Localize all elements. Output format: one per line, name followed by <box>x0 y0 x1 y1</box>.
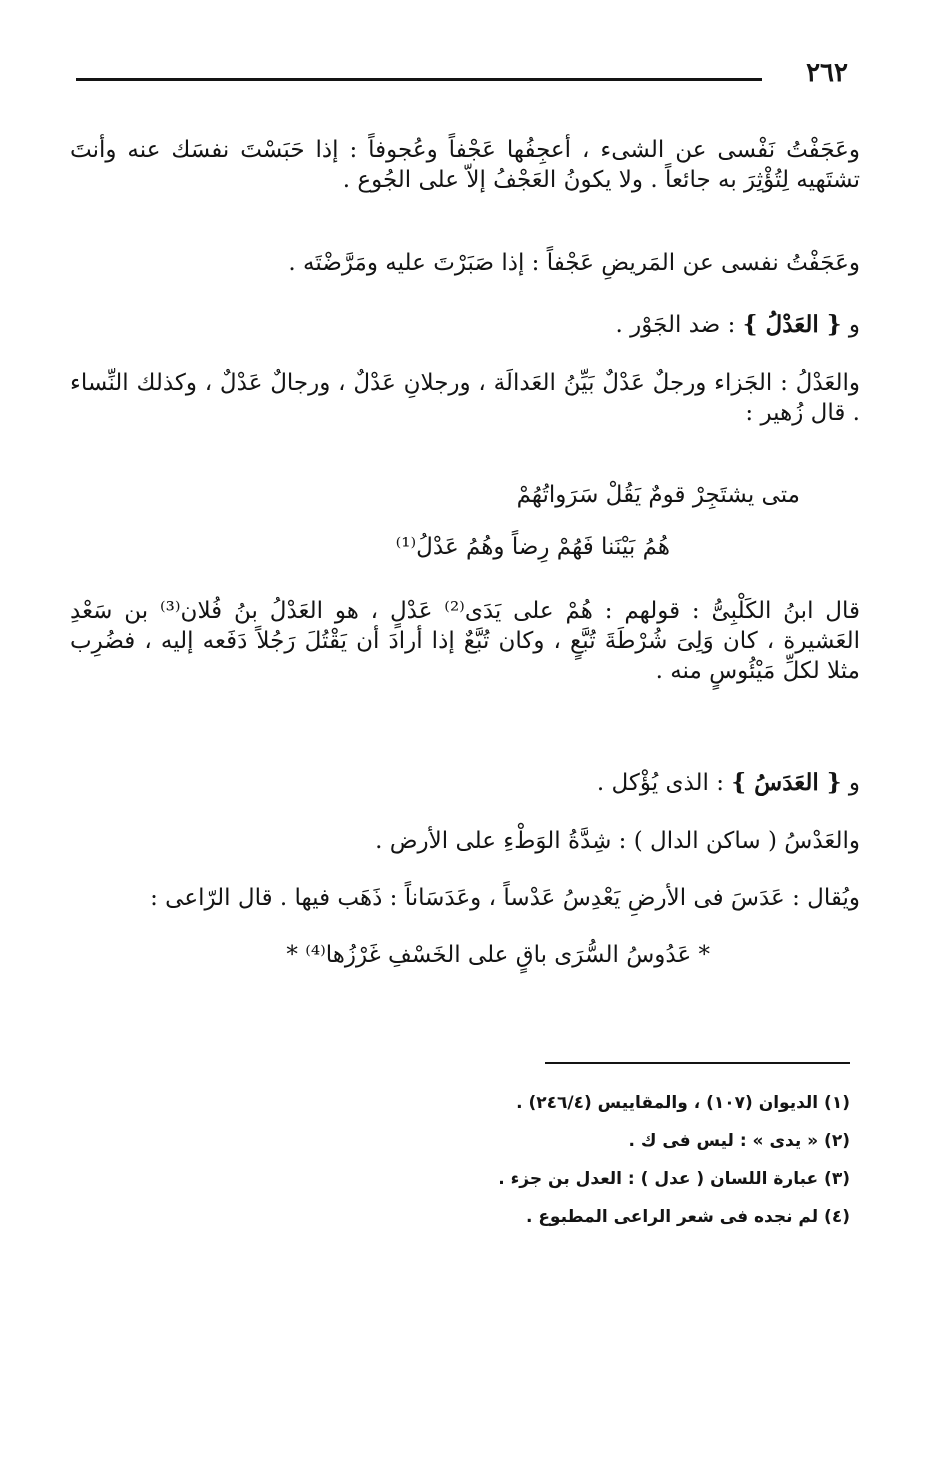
footnote-4: (٤) لم نجده فى شعر الراعى المطبوع . <box>525 1207 850 1227</box>
entry-adl <box>70 310 860 340</box>
footnotes <box>70 1084 850 1236</box>
verse-line-2: هُمُ بَيْنَنا فَهُمْ رِضاً وهُمُ عَدْلُ⁽¹⁾ <box>395 534 670 560</box>
entry-prefix: و <box>848 770 860 796</box>
footnote-rule <box>545 1062 850 1064</box>
headword-adas: { العَدَسُ } <box>731 769 842 796</box>
paragraph-ibn-kalbi: قال ابنُ الكَلْبِىُّ : قولهم : هُمْ على يَدَى⁽²⁾ عَدْلٍ ، هو العَدْلُ بنُ فُلان⁽³⁾ بن سَعْدِ العَشيرة ، كان وَلِىَ شُرْطَةَ تُبَّعٍ ، وكان تُبَّعٌ إذا أرادَ أن يَقْتُلَ رَجُلاً دَفَعه إليه ، فضُرِب مثلا لكلِّ مَيْئُوسٍ منه . <box>70 598 861 684</box>
header-rule <box>76 78 762 81</box>
entry-definition: : الذى يُؤْكل . <box>596 770 725 796</box>
entry-prefix: و <box>848 312 860 338</box>
page-number: ٢٦٢ <box>806 58 848 88</box>
entry-definition: : ضد الجَوْر . <box>615 312 736 338</box>
entry-adas <box>70 768 860 798</box>
paragraph-ajaftu-marid: وعَجَفْتُ نفسى عن المَريضِ عَجْفاً : إذا صَبَرْتَ عليه ومَرَّضْتَه . <box>288 250 860 276</box>
verse-line-1: متى يشتَجِرْ قومٌ يَقُلْ سَرَواتُهُمْ <box>516 482 800 508</box>
footnote-1: (١) الديوان (١٠٧) ، والمقاييس (٢٤٦/٤) . <box>516 1093 850 1113</box>
footnote-2: (٢) « يدى » : ليس فى ك . <box>628 1131 850 1151</box>
page-header <box>70 58 848 98</box>
footnote-3: (٣) عبارة اللسان ( عدل ) : العدل بن جزء . <box>498 1169 850 1189</box>
headword-adl: { العَدْلُ } <box>742 311 842 338</box>
paragraph-yuqal: ويُقال : عَدَسَ فى الأرضِ يَعْدِسُ عَدْساً ، وعَدَسَاناً : ذَهَب فيها . قال الرّاعى : <box>150 885 860 911</box>
verse-line-rai: * عَدُوسُ السُّرَى باقٍ على الخَسْفِ غَرْزُها⁽⁴⁾ * <box>286 942 710 968</box>
paragraph-adl-meaning: والعَدْلُ : الجَزاء ورجلٌ عَدْلٌ بَيِّنُ العَدالَة ، ورجلانِ عَدْلٌ ، ورجالٌ عَدْلٌ ، وكذلك النِّساء . قال زُهير : <box>70 370 860 426</box>
paragraph-ajaftu: وعَجَفْتُ نَفْسى عن الشىء ، أعجِفُها عَجْفاً وعُجوفاً : إذا حَبَسْتَ نفسَك عنه وأنتَ تشتَهيه لِتُؤْثِرَ به جائعاً . ولا يكونُ العَجْفُ إلاّ على الجُوع . <box>70 137 860 193</box>
paragraph-ads: والعَدْسُ ( ساكن الدال ) : شِدَّةُ الوَطْءِ على الأرض . <box>375 828 860 854</box>
